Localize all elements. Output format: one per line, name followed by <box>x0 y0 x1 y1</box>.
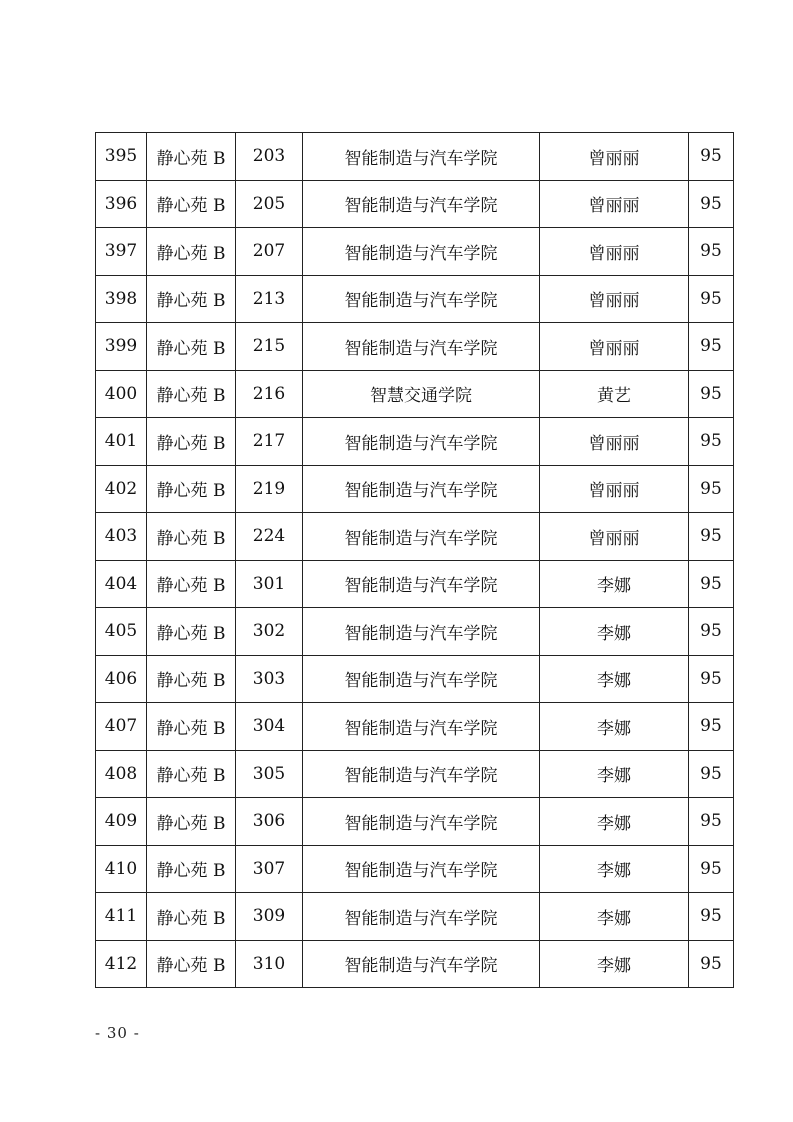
room-number-cell: 305 <box>236 750 303 798</box>
room-number-cell: 307 <box>236 845 303 893</box>
score-cell: 95 <box>689 323 734 371</box>
room-number-cell: 215 <box>236 323 303 371</box>
building-cell: 静心苑 B <box>147 560 236 608</box>
score-cell: 95 <box>689 893 734 941</box>
row-number-cell: 412 <box>96 940 147 988</box>
college-cell: 智能制造与汽车学院 <box>303 465 540 513</box>
table-row <box>96 275 734 323</box>
table-row <box>96 133 734 181</box>
row-number-cell: 399 <box>96 323 147 371</box>
room-number-cell: 224 <box>236 513 303 561</box>
dormitory-score-table <box>95 132 734 988</box>
person-in-charge-cell: 李娜 <box>540 798 689 846</box>
row-number-cell: 404 <box>96 560 147 608</box>
row-number-cell: 396 <box>96 180 147 228</box>
room-number-cell: 306 <box>236 798 303 846</box>
person-in-charge-cell: 李娜 <box>540 750 689 798</box>
table-row <box>96 560 734 608</box>
building-cell: 静心苑 B <box>147 370 236 418</box>
score-cell: 95 <box>689 845 734 893</box>
college-cell: 智能制造与汽车学院 <box>303 228 540 276</box>
row-number-cell: 403 <box>96 513 147 561</box>
table-row <box>96 180 734 228</box>
table-row <box>96 703 734 751</box>
table-row <box>96 893 734 941</box>
person-in-charge-cell: 曾丽丽 <box>540 275 689 323</box>
college-cell: 智能制造与汽车学院 <box>303 845 540 893</box>
score-cell: 95 <box>689 750 734 798</box>
row-number-cell: 406 <box>96 655 147 703</box>
row-number-cell: 410 <box>96 845 147 893</box>
row-number-cell: 401 <box>96 418 147 466</box>
table-row <box>96 608 734 656</box>
score-cell: 95 <box>689 275 734 323</box>
score-cell: 95 <box>689 940 734 988</box>
page-number: - 30 - <box>95 1024 140 1042</box>
person-in-charge-cell: 曾丽丽 <box>540 513 689 561</box>
person-in-charge-cell: 曾丽丽 <box>540 228 689 276</box>
table-row <box>96 940 734 988</box>
person-in-charge-cell: 李娜 <box>540 560 689 608</box>
score-cell: 95 <box>689 798 734 846</box>
score-cell: 95 <box>689 608 734 656</box>
person-in-charge-cell: 李娜 <box>540 655 689 703</box>
room-number-cell: 301 <box>236 560 303 608</box>
building-cell: 静心苑 B <box>147 228 236 276</box>
college-cell: 智能制造与汽车学院 <box>303 940 540 988</box>
building-cell: 静心苑 B <box>147 513 236 561</box>
building-cell: 静心苑 B <box>147 655 236 703</box>
college-cell: 智能制造与汽车学院 <box>303 418 540 466</box>
person-in-charge-cell: 李娜 <box>540 893 689 941</box>
college-cell: 智能制造与汽车学院 <box>303 513 540 561</box>
score-cell: 95 <box>689 465 734 513</box>
person-in-charge-cell: 黄艺 <box>540 370 689 418</box>
room-number-cell: 219 <box>236 465 303 513</box>
score-cell: 95 <box>689 180 734 228</box>
row-number-cell: 409 <box>96 798 147 846</box>
building-cell: 静心苑 B <box>147 893 236 941</box>
person-in-charge-cell: 李娜 <box>540 703 689 751</box>
table-row <box>96 370 734 418</box>
row-number-cell: 407 <box>96 703 147 751</box>
table-row <box>96 798 734 846</box>
row-number-cell: 411 <box>96 893 147 941</box>
building-cell: 静心苑 B <box>147 940 236 988</box>
row-number-cell: 402 <box>96 465 147 513</box>
building-cell: 静心苑 B <box>147 323 236 371</box>
row-number-cell: 398 <box>96 275 147 323</box>
person-in-charge-cell: 曾丽丽 <box>540 323 689 371</box>
table-row <box>96 323 734 371</box>
building-cell: 静心苑 B <box>147 608 236 656</box>
person-in-charge-cell: 曾丽丽 <box>540 418 689 466</box>
score-cell: 95 <box>689 655 734 703</box>
person-in-charge-cell: 李娜 <box>540 608 689 656</box>
score-cell: 95 <box>689 513 734 561</box>
college-cell: 智能制造与汽车学院 <box>303 133 540 181</box>
college-cell: 智能制造与汽车学院 <box>303 180 540 228</box>
room-number-cell: 203 <box>236 133 303 181</box>
college-cell: 智能制造与汽车学院 <box>303 703 540 751</box>
college-cell: 智能制造与汽车学院 <box>303 798 540 846</box>
building-cell: 静心苑 B <box>147 418 236 466</box>
room-number-cell: 207 <box>236 228 303 276</box>
score-cell: 95 <box>689 560 734 608</box>
college-cell: 智能制造与汽车学院 <box>303 608 540 656</box>
college-cell: 智能制造与汽车学院 <box>303 655 540 703</box>
building-cell: 静心苑 B <box>147 703 236 751</box>
row-number-cell: 397 <box>96 228 147 276</box>
score-cell: 95 <box>689 228 734 276</box>
table-row <box>96 655 734 703</box>
college-cell: 智能制造与汽车学院 <box>303 750 540 798</box>
table-row <box>96 465 734 513</box>
room-number-cell: 302 <box>236 608 303 656</box>
building-cell: 静心苑 B <box>147 465 236 513</box>
college-cell: 智能制造与汽车学院 <box>303 323 540 371</box>
score-cell: 95 <box>689 703 734 751</box>
building-cell: 静心苑 B <box>147 845 236 893</box>
person-in-charge-cell: 曾丽丽 <box>540 180 689 228</box>
row-number-cell: 408 <box>96 750 147 798</box>
person-in-charge-cell: 李娜 <box>540 940 689 988</box>
score-cell: 95 <box>689 133 734 181</box>
row-number-cell: 395 <box>96 133 147 181</box>
table-body <box>96 133 734 988</box>
table-row <box>96 750 734 798</box>
building-cell: 静心苑 B <box>147 798 236 846</box>
score-cell: 95 <box>689 370 734 418</box>
room-number-cell: 310 <box>236 940 303 988</box>
room-number-cell: 213 <box>236 275 303 323</box>
room-number-cell: 309 <box>236 893 303 941</box>
college-cell: 智能制造与汽车学院 <box>303 275 540 323</box>
table-row <box>96 513 734 561</box>
person-in-charge-cell: 曾丽丽 <box>540 133 689 181</box>
room-number-cell: 303 <box>236 655 303 703</box>
building-cell: 静心苑 B <box>147 133 236 181</box>
room-number-cell: 304 <box>236 703 303 751</box>
college-cell: 智慧交通学院 <box>303 370 540 418</box>
row-number-cell: 405 <box>96 608 147 656</box>
score-cell: 95 <box>689 418 734 466</box>
room-number-cell: 217 <box>236 418 303 466</box>
row-number-cell: 400 <box>96 370 147 418</box>
table-row <box>96 845 734 893</box>
building-cell: 静心苑 B <box>147 275 236 323</box>
college-cell: 智能制造与汽车学院 <box>303 560 540 608</box>
person-in-charge-cell: 李娜 <box>540 845 689 893</box>
room-number-cell: 205 <box>236 180 303 228</box>
college-cell: 智能制造与汽车学院 <box>303 893 540 941</box>
table-row <box>96 418 734 466</box>
table-row <box>96 228 734 276</box>
building-cell: 静心苑 B <box>147 180 236 228</box>
building-cell: 静心苑 B <box>147 750 236 798</box>
person-in-charge-cell: 曾丽丽 <box>540 465 689 513</box>
room-number-cell: 216 <box>236 370 303 418</box>
